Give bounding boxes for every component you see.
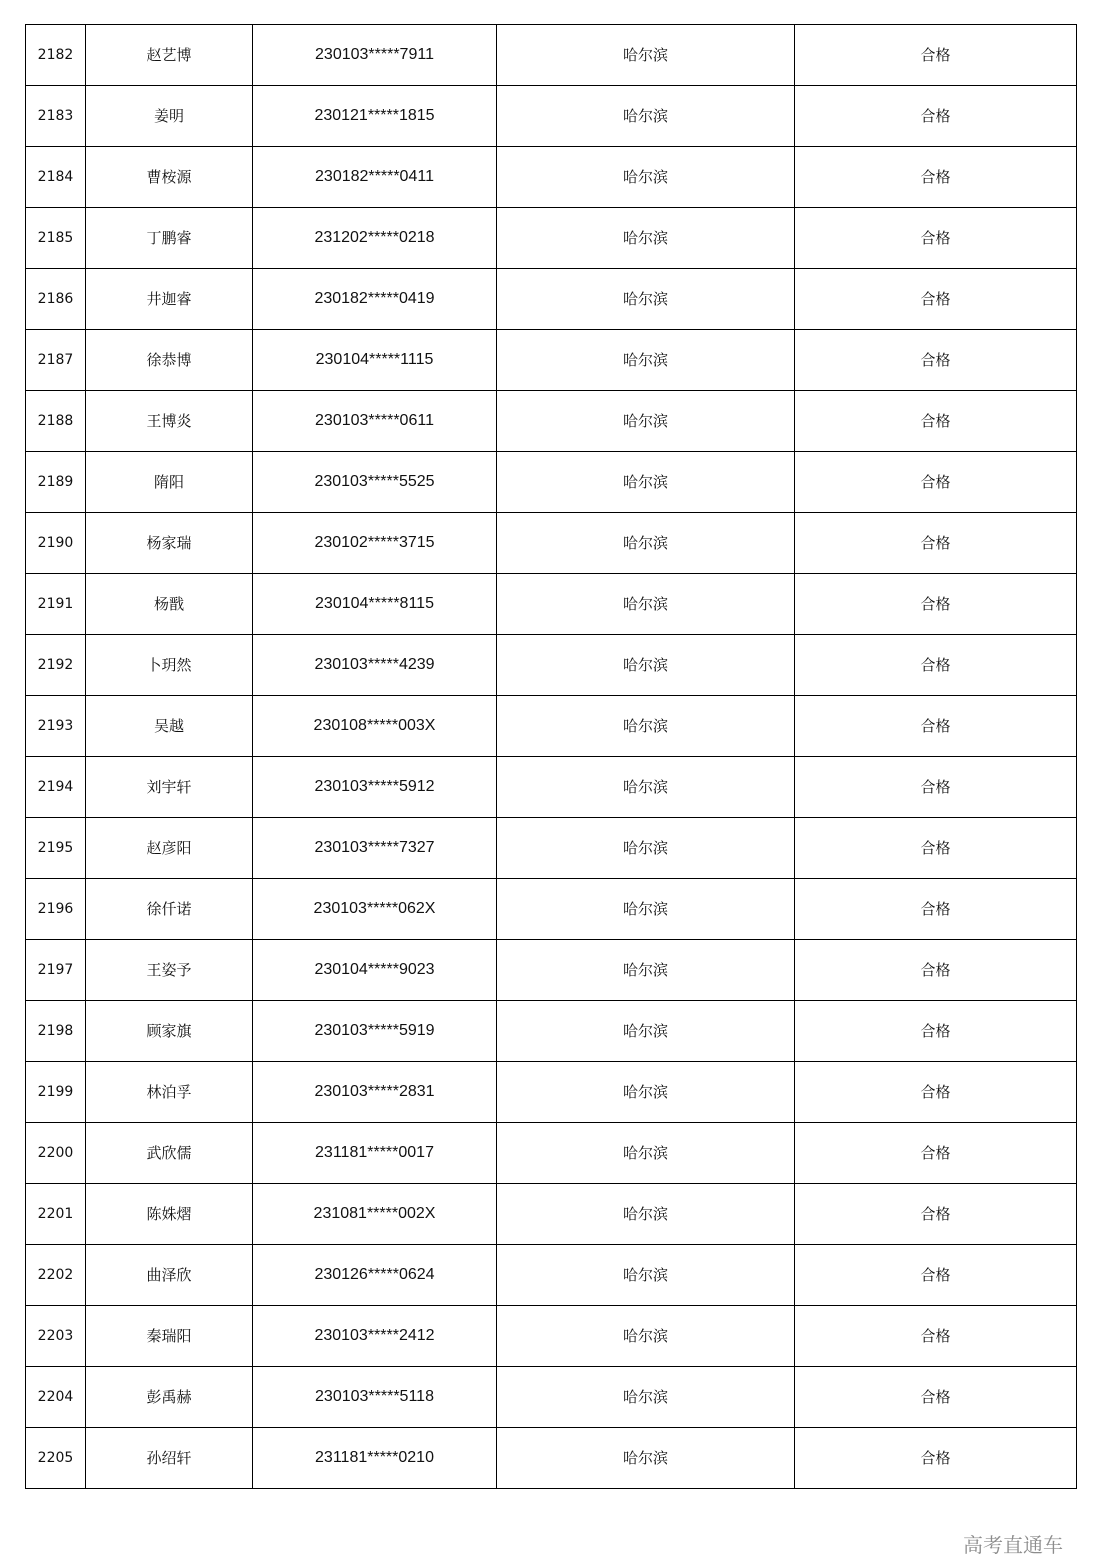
result-cell: 合格 [795,1367,1077,1428]
id-number-cell: 230126*****0624 [253,1245,497,1306]
seq-cell: 2193 [26,696,86,757]
table-row [26,574,1077,635]
id-number-cell: 230104*****9023 [253,940,497,1001]
city-cell: 哈尔滨 [497,86,795,147]
city-cell: 哈尔滨 [497,635,795,696]
id-number-cell: 230103*****5912 [253,757,497,818]
city-cell: 哈尔滨 [497,147,795,208]
table-row [26,1062,1077,1123]
table-row [26,513,1077,574]
table-row [26,1245,1077,1306]
result-cell: 合格 [795,147,1077,208]
name-cell: 林泊孚 [86,1062,253,1123]
name-cell: 王博炎 [86,391,253,452]
name-cell: 陈姝熠 [86,1184,253,1245]
seq-cell: 2204 [26,1367,86,1428]
city-cell: 哈尔滨 [497,208,795,269]
city-cell: 哈尔滨 [497,513,795,574]
city-cell: 哈尔滨 [497,879,795,940]
name-cell: 曹桉源 [86,147,253,208]
table-row [26,330,1077,391]
result-cell: 合格 [795,1428,1077,1489]
table-row [26,1306,1077,1367]
seq-cell: 2187 [26,330,86,391]
id-number-cell: 230103*****2831 [253,1062,497,1123]
id-number-cell: 230108*****003X [253,696,497,757]
name-cell: 丁鹏睿 [86,208,253,269]
result-cell: 合格 [795,696,1077,757]
seq-cell: 2192 [26,635,86,696]
seq-cell: 2201 [26,1184,86,1245]
city-cell: 哈尔滨 [497,1184,795,1245]
results-table-body [26,25,1077,1489]
city-cell: 哈尔滨 [497,1367,795,1428]
result-cell: 合格 [795,574,1077,635]
name-cell: 彭禹赫 [86,1367,253,1428]
id-number-cell: 230102*****3715 [253,513,497,574]
result-cell: 合格 [795,1245,1077,1306]
result-cell: 合格 [795,635,1077,696]
seq-cell: 2195 [26,818,86,879]
city-cell: 哈尔滨 [497,391,795,452]
city-cell: 哈尔滨 [497,1306,795,1367]
result-cell: 合格 [795,513,1077,574]
result-cell: 合格 [795,818,1077,879]
result-cell: 合格 [795,25,1077,86]
name-cell: 杨家瑞 [86,513,253,574]
table-row [26,86,1077,147]
result-cell: 合格 [795,391,1077,452]
id-number-cell: 230182*****0411 [253,147,497,208]
table-row [26,879,1077,940]
seq-cell: 2186 [26,269,86,330]
name-cell: 秦瑞阳 [86,1306,253,1367]
result-cell: 合格 [795,269,1077,330]
seq-cell: 2197 [26,940,86,1001]
id-number-cell: 230103*****0611 [253,391,497,452]
table-row [26,696,1077,757]
watermark-text: 高考直通车 [963,1533,1063,1557]
seq-cell: 2202 [26,1245,86,1306]
result-cell: 合格 [795,86,1077,147]
seq-cell: 2191 [26,574,86,635]
seq-cell: 2198 [26,1001,86,1062]
name-cell: 姜明 [86,86,253,147]
seq-cell: 2183 [26,86,86,147]
city-cell: 哈尔滨 [497,1428,795,1489]
result-cell: 合格 [795,757,1077,818]
city-cell: 哈尔滨 [497,25,795,86]
id-number-cell: 230103*****7327 [253,818,497,879]
seq-cell: 2185 [26,208,86,269]
name-cell: 井迦睿 [86,269,253,330]
seq-cell: 2205 [26,1428,86,1489]
result-cell: 合格 [795,330,1077,391]
city-cell: 哈尔滨 [497,757,795,818]
table-row [26,1428,1077,1489]
id-number-cell: 230103*****5118 [253,1367,497,1428]
city-cell: 哈尔滨 [497,574,795,635]
result-cell: 合格 [795,940,1077,1001]
id-number-cell: 231181*****0210 [253,1428,497,1489]
table-row [26,452,1077,513]
table-row [26,818,1077,879]
table-row [26,208,1077,269]
seq-cell: 2194 [26,757,86,818]
name-cell: 赵彦阳 [86,818,253,879]
result-cell: 合格 [795,1306,1077,1367]
table-row [26,391,1077,452]
city-cell: 哈尔滨 [497,1001,795,1062]
id-number-cell: 231202*****0218 [253,208,497,269]
seq-cell: 2200 [26,1123,86,1184]
result-cell: 合格 [795,208,1077,269]
table-row [26,1367,1077,1428]
name-cell: 刘宇轩 [86,757,253,818]
id-number-cell: 231181*****0017 [253,1123,497,1184]
city-cell: 哈尔滨 [497,940,795,1001]
seq-cell: 2184 [26,147,86,208]
name-cell: 卜玥然 [86,635,253,696]
table-row [26,1001,1077,1062]
id-number-cell: 230182*****0419 [253,269,497,330]
id-number-cell: 231081*****002X [253,1184,497,1245]
name-cell: 徐仟诺 [86,879,253,940]
city-cell: 哈尔滨 [497,1245,795,1306]
id-number-cell: 230103*****4239 [253,635,497,696]
result-cell: 合格 [795,879,1077,940]
name-cell: 杨戬 [86,574,253,635]
seq-cell: 2188 [26,391,86,452]
seq-cell: 2190 [26,513,86,574]
results-table [25,24,1077,1489]
name-cell: 徐恭博 [86,330,253,391]
result-cell: 合格 [795,1062,1077,1123]
table-row [26,25,1077,86]
city-cell: 哈尔滨 [497,330,795,391]
result-cell: 合格 [795,452,1077,513]
seq-cell: 2182 [26,25,86,86]
id-number-cell: 230104*****8115 [253,574,497,635]
name-cell: 武欣儒 [86,1123,253,1184]
id-number-cell: 230103*****2412 [253,1306,497,1367]
name-cell: 赵艺博 [86,25,253,86]
seq-cell: 2203 [26,1306,86,1367]
id-number-cell: 230103*****5525 [253,452,497,513]
city-cell: 哈尔滨 [497,1062,795,1123]
result-cell: 合格 [795,1123,1077,1184]
name-cell: 曲泽欣 [86,1245,253,1306]
table-row [26,1184,1077,1245]
table-row [26,940,1077,1001]
id-number-cell: 230121*****1815 [253,86,497,147]
city-cell: 哈尔滨 [497,696,795,757]
city-cell: 哈尔滨 [497,452,795,513]
name-cell: 王姿予 [86,940,253,1001]
name-cell: 孙绍轩 [86,1428,253,1489]
id-number-cell: 230103*****5919 [253,1001,497,1062]
city-cell: 哈尔滨 [497,818,795,879]
city-cell: 哈尔滨 [497,1123,795,1184]
table-row [26,269,1077,330]
result-cell: 合格 [795,1001,1077,1062]
seq-cell: 2189 [26,452,86,513]
id-number-cell: 230103*****062X [253,879,497,940]
table-row [26,147,1077,208]
name-cell: 吴越 [86,696,253,757]
table-row [26,635,1077,696]
name-cell: 顾家旗 [86,1001,253,1062]
city-cell: 哈尔滨 [497,269,795,330]
name-cell: 隋阳 [86,452,253,513]
id-number-cell: 230104*****1115 [253,330,497,391]
seq-cell: 2199 [26,1062,86,1123]
table-row [26,757,1077,818]
id-number-cell: 230103*****7911 [253,25,497,86]
result-cell: 合格 [795,1184,1077,1245]
table-row [26,1123,1077,1184]
seq-cell: 2196 [26,879,86,940]
